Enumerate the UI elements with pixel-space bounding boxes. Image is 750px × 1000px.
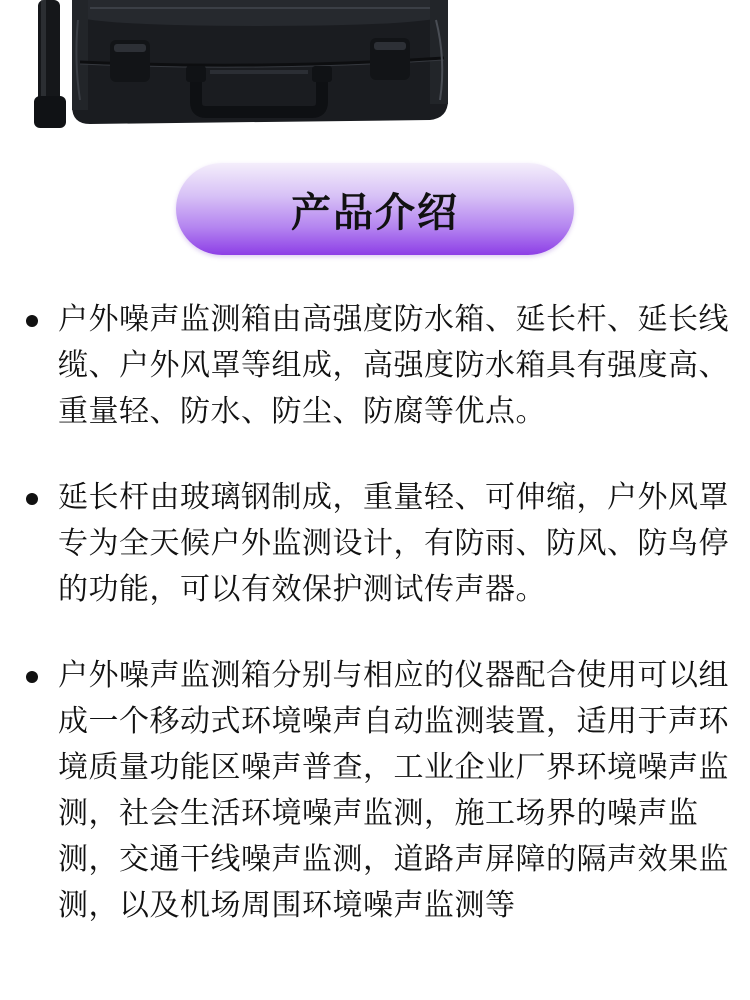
bullet-dot-icon [26, 671, 38, 683]
section-title: 产品介绍 [291, 189, 459, 236]
product-case-image [0, 0, 750, 135]
list-item-text: 户外噪声监测箱由高强度防水箱、延长杆、延长线缆、户外风罩等组成，高强度防水箱具有强度高、重量轻、防水、防尘、防腐等优点。 [58, 302, 729, 429]
list-item [0, 297, 750, 435]
section-title-pill [176, 163, 574, 255]
bullet-dot-icon [26, 315, 38, 327]
waterproof-case-illustration [0, 0, 750, 135]
bullet-list [0, 297, 750, 929]
list-item [0, 653, 750, 929]
list-item-text: 延长杆由玻璃钢制成，重量轻、可伸缩，户外风罩专为全天候户外监测设计，有防雨、防风、防鸟停的功能，可以有效保护测试传声器。 [58, 480, 729, 607]
list-item [0, 475, 750, 613]
list-item-text: 户外噪声监测箱分别与相应的仪器配合使用可以组成一个移动式环境噪声自动监测装置，适用于声环境质量功能区噪声普查，工业企业厂界环境噪声监测，社会生活环境噪声监测，施工场界的噪声监测，交通干线噪声监测，道路声屏障的隔声效果监测，以及机场周围环境噪声监测等 [58, 658, 729, 923]
bullet-dot-icon [26, 493, 38, 505]
